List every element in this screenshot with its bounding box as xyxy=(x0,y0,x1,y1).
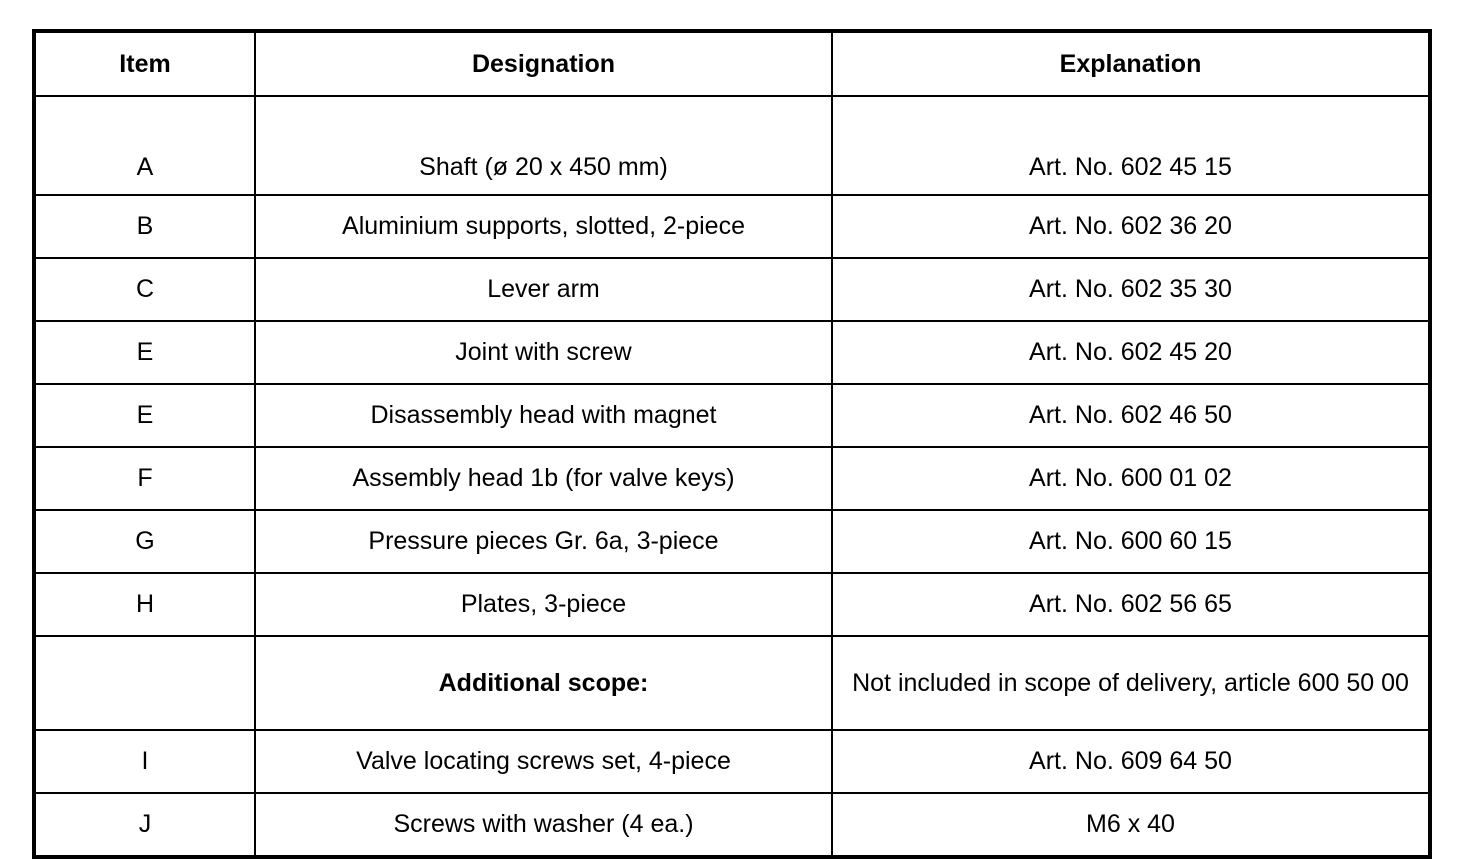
table-row xyxy=(34,384,1430,447)
cell-designation: Assembly head 1b (for valve keys) xyxy=(255,447,832,510)
cell-designation: Lever arm xyxy=(255,258,832,321)
table-row xyxy=(34,730,1430,793)
cell-item xyxy=(34,636,255,730)
header-explanation: Explanation xyxy=(832,31,1430,96)
cell-item: A xyxy=(34,96,255,195)
cell-designation: Aluminium supports, slotted, 2-piece xyxy=(255,195,832,258)
parts-table xyxy=(32,29,1432,859)
table-row xyxy=(34,573,1430,636)
cell-item: J xyxy=(34,793,255,857)
table-row xyxy=(34,195,1430,258)
cell-explanation: Art. No. 602 46 50 xyxy=(832,384,1430,447)
cell-designation: Shaft (ø 20 x 450 mm) xyxy=(255,96,832,195)
cell-item: E xyxy=(34,384,255,447)
cell-explanation: Art. No. 602 35 30 xyxy=(832,258,1430,321)
table-row xyxy=(34,793,1430,857)
cell-item: B xyxy=(34,195,255,258)
cell-explanation: Art. No. 602 36 20 xyxy=(832,195,1430,258)
cell-item: I xyxy=(34,730,255,793)
table-row xyxy=(34,510,1430,573)
parts-table-container xyxy=(32,29,1432,859)
cell-designation: Plates, 3-piece xyxy=(255,573,832,636)
cell-designation-section-heading: Additional scope: xyxy=(255,636,832,730)
cell-designation: Joint with screw xyxy=(255,321,832,384)
table-row-additional-scope xyxy=(34,636,1430,730)
header-item: Item xyxy=(34,31,255,96)
table-row xyxy=(34,447,1430,510)
cell-explanation: Not included in scope of delivery, article 600 50 00 xyxy=(832,636,1430,730)
cell-explanation: Art. No. 609 64 50 xyxy=(832,730,1430,793)
header-designation: Designation xyxy=(255,31,832,96)
cell-designation: Valve locating screws set, 4-piece xyxy=(255,730,832,793)
cell-designation: Screws with washer (4 ea.) xyxy=(255,793,832,857)
cell-explanation: Art. No. 600 01 02 xyxy=(832,447,1430,510)
cell-explanation: Art. No. 602 45 20 xyxy=(832,321,1430,384)
table-row xyxy=(34,321,1430,384)
cell-item: F xyxy=(34,447,255,510)
table-header-row xyxy=(34,31,1430,96)
cell-item: G xyxy=(34,510,255,573)
cell-item: C xyxy=(34,258,255,321)
cell-designation: Pressure pieces Gr. 6a, 3-piece xyxy=(255,510,832,573)
cell-item: E xyxy=(34,321,255,384)
cell-explanation: Art. No. 602 56 65 xyxy=(832,573,1430,636)
cell-explanation: Art. No. 602 45 15 xyxy=(832,96,1430,195)
table-row xyxy=(34,258,1430,321)
cell-explanation: M6 x 40 xyxy=(832,793,1430,857)
cell-item: H xyxy=(34,573,255,636)
cell-designation: Disassembly head with magnet xyxy=(255,384,832,447)
cell-explanation: Art. No. 600 60 15 xyxy=(832,510,1430,573)
table-row xyxy=(34,96,1430,195)
